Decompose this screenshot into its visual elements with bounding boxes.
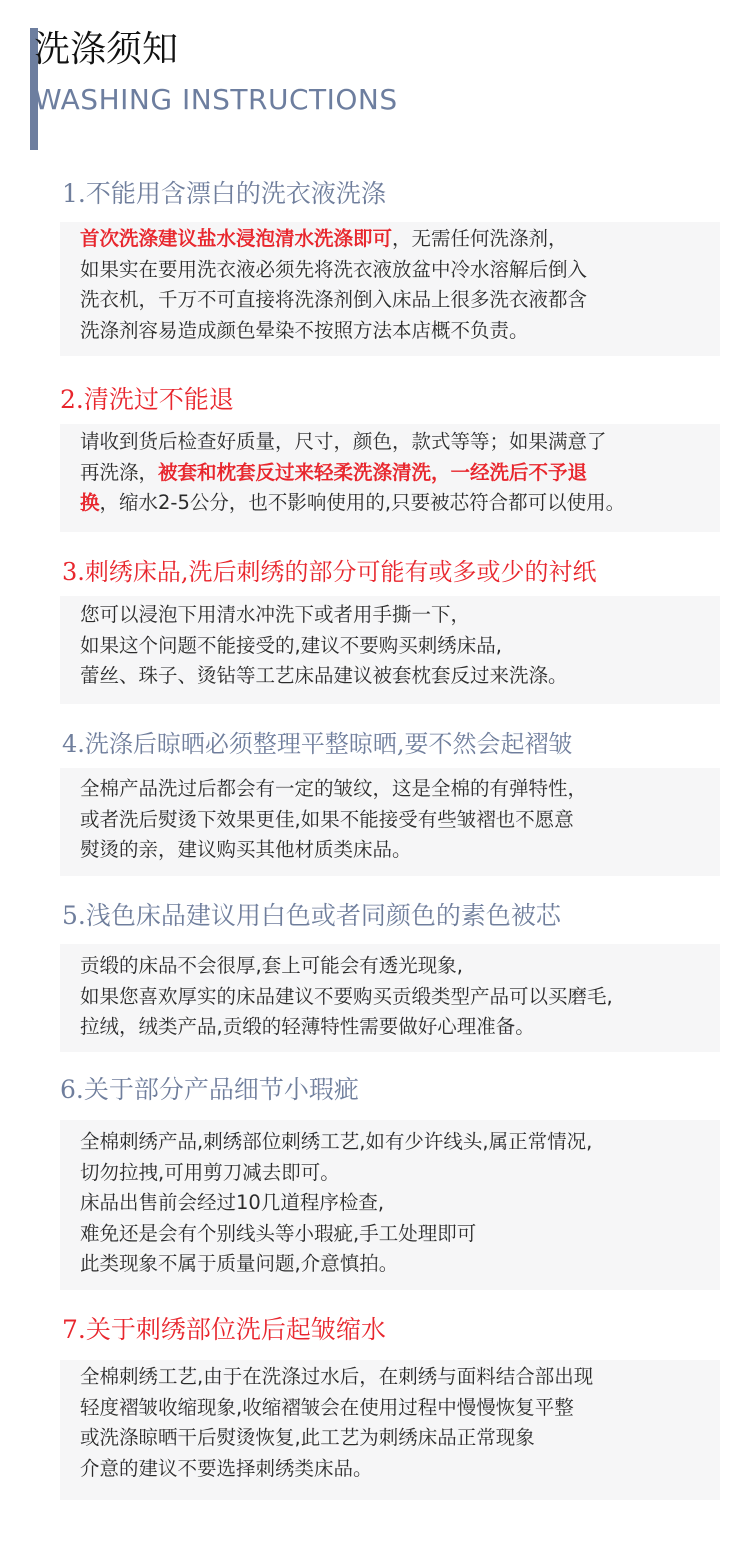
- section-1-heading: 1.不能用含漂白的洗衣液洗涤: [62, 179, 386, 208]
- section-1-line-1: [80, 224, 587, 255]
- section-5-line-3: 拉绒，绒类产品,贡缎的轻薄特性需要做好心理准备。: [80, 1015, 535, 1038]
- section-7-line-1: 全棉刺绣工艺,由于在洗涤过水后，在刺绣与面料结合部出现: [80, 1365, 594, 1388]
- section-6-heading: 6.关于部分产品细节小瑕疵: [60, 1075, 359, 1104]
- section-2-line-3: [80, 488, 625, 519]
- section-7-heading: 7.关于刺绣部位洗后起皱缩水: [62, 1315, 386, 1344]
- section-6-line-1: 全棉刺绣产品,刺绣部位刺绣工艺,如有少许线头,属正常情况,: [80, 1130, 593, 1153]
- section-2-highlight: 被套和枕套反过来轻柔洗涤清洗，一经洗后不予退: [158, 460, 588, 484]
- section-2-body: [80, 427, 625, 519]
- section-1-line-1-rest: ，无需任何洗涤剂，: [392, 227, 568, 250]
- section-2-heading: 2.清洗过不能退: [60, 385, 234, 414]
- section-1-highlight: 首次洗涤建议盐水浸泡清水洗涤即可: [80, 227, 393, 250]
- section-4-line-2: 或者洗后熨烫下效果更佳,如果不能接受有些皱褶也不愿意: [80, 807, 574, 831]
- section-5-line-1: 贡缎的床品不会很厚,套上可能会有透光现象,: [80, 954, 463, 977]
- section-3-line-3: 蕾丝、珠子、烫钻等工艺床品建议被套枕套反过来洗涤。: [80, 664, 568, 687]
- section-1-line-4: 洗涤剂容易造成颜色晕染不按照方法本店概不负责。: [80, 318, 529, 342]
- section-7-line-4: 介意的建议不要选择刺绣类床品。: [80, 1456, 373, 1480]
- section-6-line-4: 难免还是会有个别线头等小瑕疵,手工处理即可: [80, 1221, 477, 1245]
- section-3-line-2: 如果这个问题不能接受的,建议不要购买刺绣床品,: [80, 633, 502, 657]
- section-6-line-5: 此类现象不属于质量问题,介意慎拍。: [80, 1252, 399, 1275]
- section-3-line-1: 您可以浸泡下用清水冲洗下或者用手撕一下，: [80, 603, 471, 626]
- section-1-body: [80, 224, 587, 346]
- section-5-heading: 5.浅色床品建议用白色或者同颜色的素色被芯: [62, 901, 561, 930]
- section-4-line-3: 熨烫的亲，建议购买其他材质类床品。: [80, 838, 412, 861]
- section-2-line-2: [80, 458, 625, 489]
- page-title: 洗涤须知: [34, 29, 179, 70]
- section-2-line-1: 请收到货后检查好质量，尺寸，颜色，款式等等；如果满意了: [80, 430, 607, 453]
- section-7-line-2: 轻度褶皱收缩现象,收缩褶皱会在使用过程中慢慢恢复平整: [80, 1395, 574, 1419]
- section-3-body: [80, 600, 568, 692]
- section-2-highlight-end: 换: [80, 491, 100, 514]
- section-4-heading: 4.洗涤后晾晒必须整理平整晾晒,要不然会起褶皱: [62, 730, 573, 758]
- section-7-body: [80, 1362, 593, 1484]
- section-1-line-3: 洗衣机，千万不可直接将洗涤剂倒入床品上很多洗衣液都含: [80, 288, 588, 311]
- section-2-line-2-pre: 再洗涤，: [80, 460, 159, 484]
- section-2-line-3-rest: ，缩水2-5公分，也不影响使用的,只要被芯符合都可以使用。: [99, 491, 626, 514]
- section-4-body: [80, 774, 587, 866]
- section-1-line-2: 如果实在要用洗衣液必须先将洗衣液放盆中冷水溶解后倒入: [80, 257, 588, 281]
- section-6-line-3: 床品出售前会经过10几道程序检查,: [80, 1191, 385, 1214]
- section-6-body: [80, 1127, 592, 1280]
- section-3-heading: 3.刺绣床品,洗后刺绣的部分可能有或多或少的衬纸: [62, 558, 597, 586]
- section-5-line-2: 如果您喜欢厚实的床品建议不要购买贡缎类型产品可以买磨毛,: [80, 984, 613, 1008]
- section-4-line-1: 全棉产品洗过后都会有一定的皱纹，这是全棉的有弹特性，: [80, 777, 588, 800]
- section-5-body: [80, 951, 613, 1043]
- section-6-line-2: 切勿拉拽,可用剪刀减去即可。: [80, 1160, 340, 1184]
- page-subtitle: WASHING INSTRUCTIONS: [34, 83, 398, 116]
- section-7-line-3: 或洗涤晾晒干后熨烫恢复,此工艺为刺绣床品正常现象: [80, 1426, 535, 1449]
